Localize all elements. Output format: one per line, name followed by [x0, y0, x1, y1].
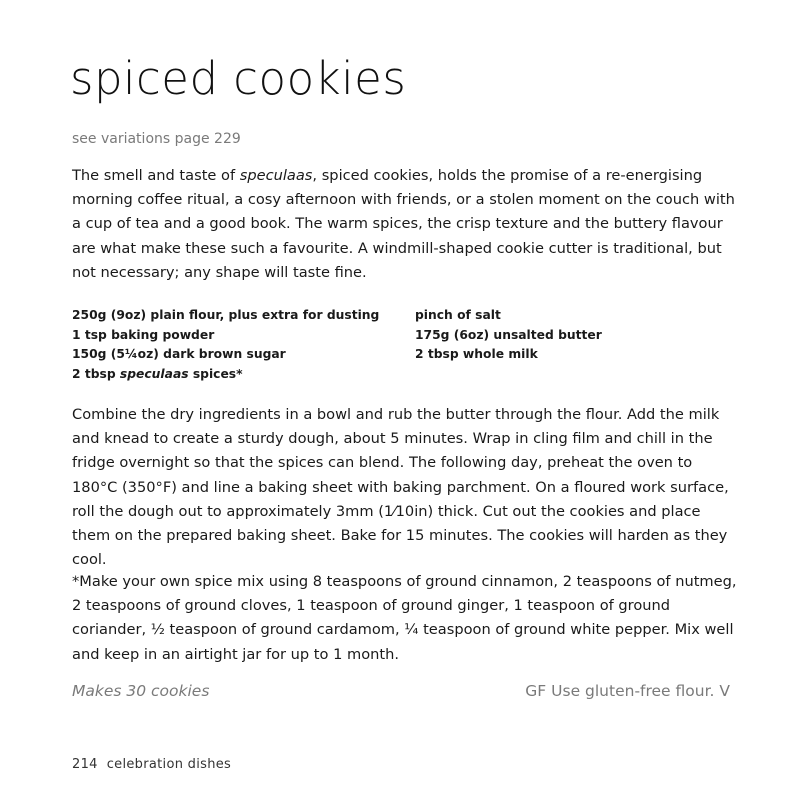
section-name: celebration dishes: [106, 757, 232, 772]
recipe-yield: Makes 30 cookies: [72, 682, 210, 700]
spice-mix-footnote: *Make your own spice mix using 8 teaspoons of ground cinnamon, 2 teaspoons of nutmeg, 2 teaspoons of ground cloves, 1 teaspoon of ground ginger, 1 teaspoon of ground coriander, ½ teaspoon of ground cardamom, ¼ teaspoon of ground white pepper. Mix well and keep in an airtight jar for up to 1 month.: [72, 573, 737, 663]
recipe-title: spiced cookies: [70, 52, 407, 105]
ingredient-column-right: [415, 306, 715, 384]
ingredient-item: [72, 365, 415, 385]
page-number: 214: [72, 757, 98, 772]
variations-reference: see variations page 229: [72, 131, 241, 147]
ingredient-item: 150g (5¼oz) dark brown sugar: [72, 347, 286, 361]
ingredient-text-start: 2 tbsp: [72, 366, 120, 381]
dietary-note: GF Use gluten-free flour. V: [525, 682, 730, 700]
ingredient-text-end: spices*: [188, 366, 243, 381]
intro-text-start: The smell and taste of: [72, 167, 240, 184]
ingredient-item: 2 tbsp whole milk: [415, 347, 538, 361]
page-footer: [72, 757, 231, 772]
intro-emphasis: speculaas: [239, 167, 313, 184]
recipe-method: Combine the dry ingredients in a bowl and rub the butter through the flour. Add the milk and knead to create a sturdy dough, about 5 minutes. Wrap in cling film and chill in the fridge overnight so that the spices can blend. The following day, preheat the oven to 180°C (350°F) and line a baking sheet with baking parchment. On a floured work surface, roll the dough out to approximately 3mm (1⁄10in) thick. Cut out the cookies and place them on the prepared baking sheet. Bake for 15 minutes. The cookies will harden as they cool.: [72, 406, 729, 569]
ingredient-item: 250g (9oz) plain flour, plus extra for dusting: [72, 308, 380, 322]
ingredient-list: [72, 306, 742, 384]
ingredient-item: pinch of salt: [415, 308, 501, 322]
intro-text-end: , spiced cookies, holds the promise of a re-energising morning coffee ritual, a cosy afternoon with friends, or a stolen moment on the couch with a cup of tea and a good book. The warm spices, the crisp texture and the buttery flavour are what make these such a favourite. A windmill-shaped cookie cutter is traditional, but not necessary; any shape will taste fine.: [72, 167, 735, 281]
ingredient-emphasis: speculaas: [119, 366, 189, 381]
ingredient-column-left: [72, 306, 415, 384]
ingredient-item: 175g (6oz) unsalted butter: [415, 327, 602, 342]
recipe-intro: [72, 164, 737, 285]
ingredient-item: 1 tsp baking powder: [72, 327, 215, 342]
